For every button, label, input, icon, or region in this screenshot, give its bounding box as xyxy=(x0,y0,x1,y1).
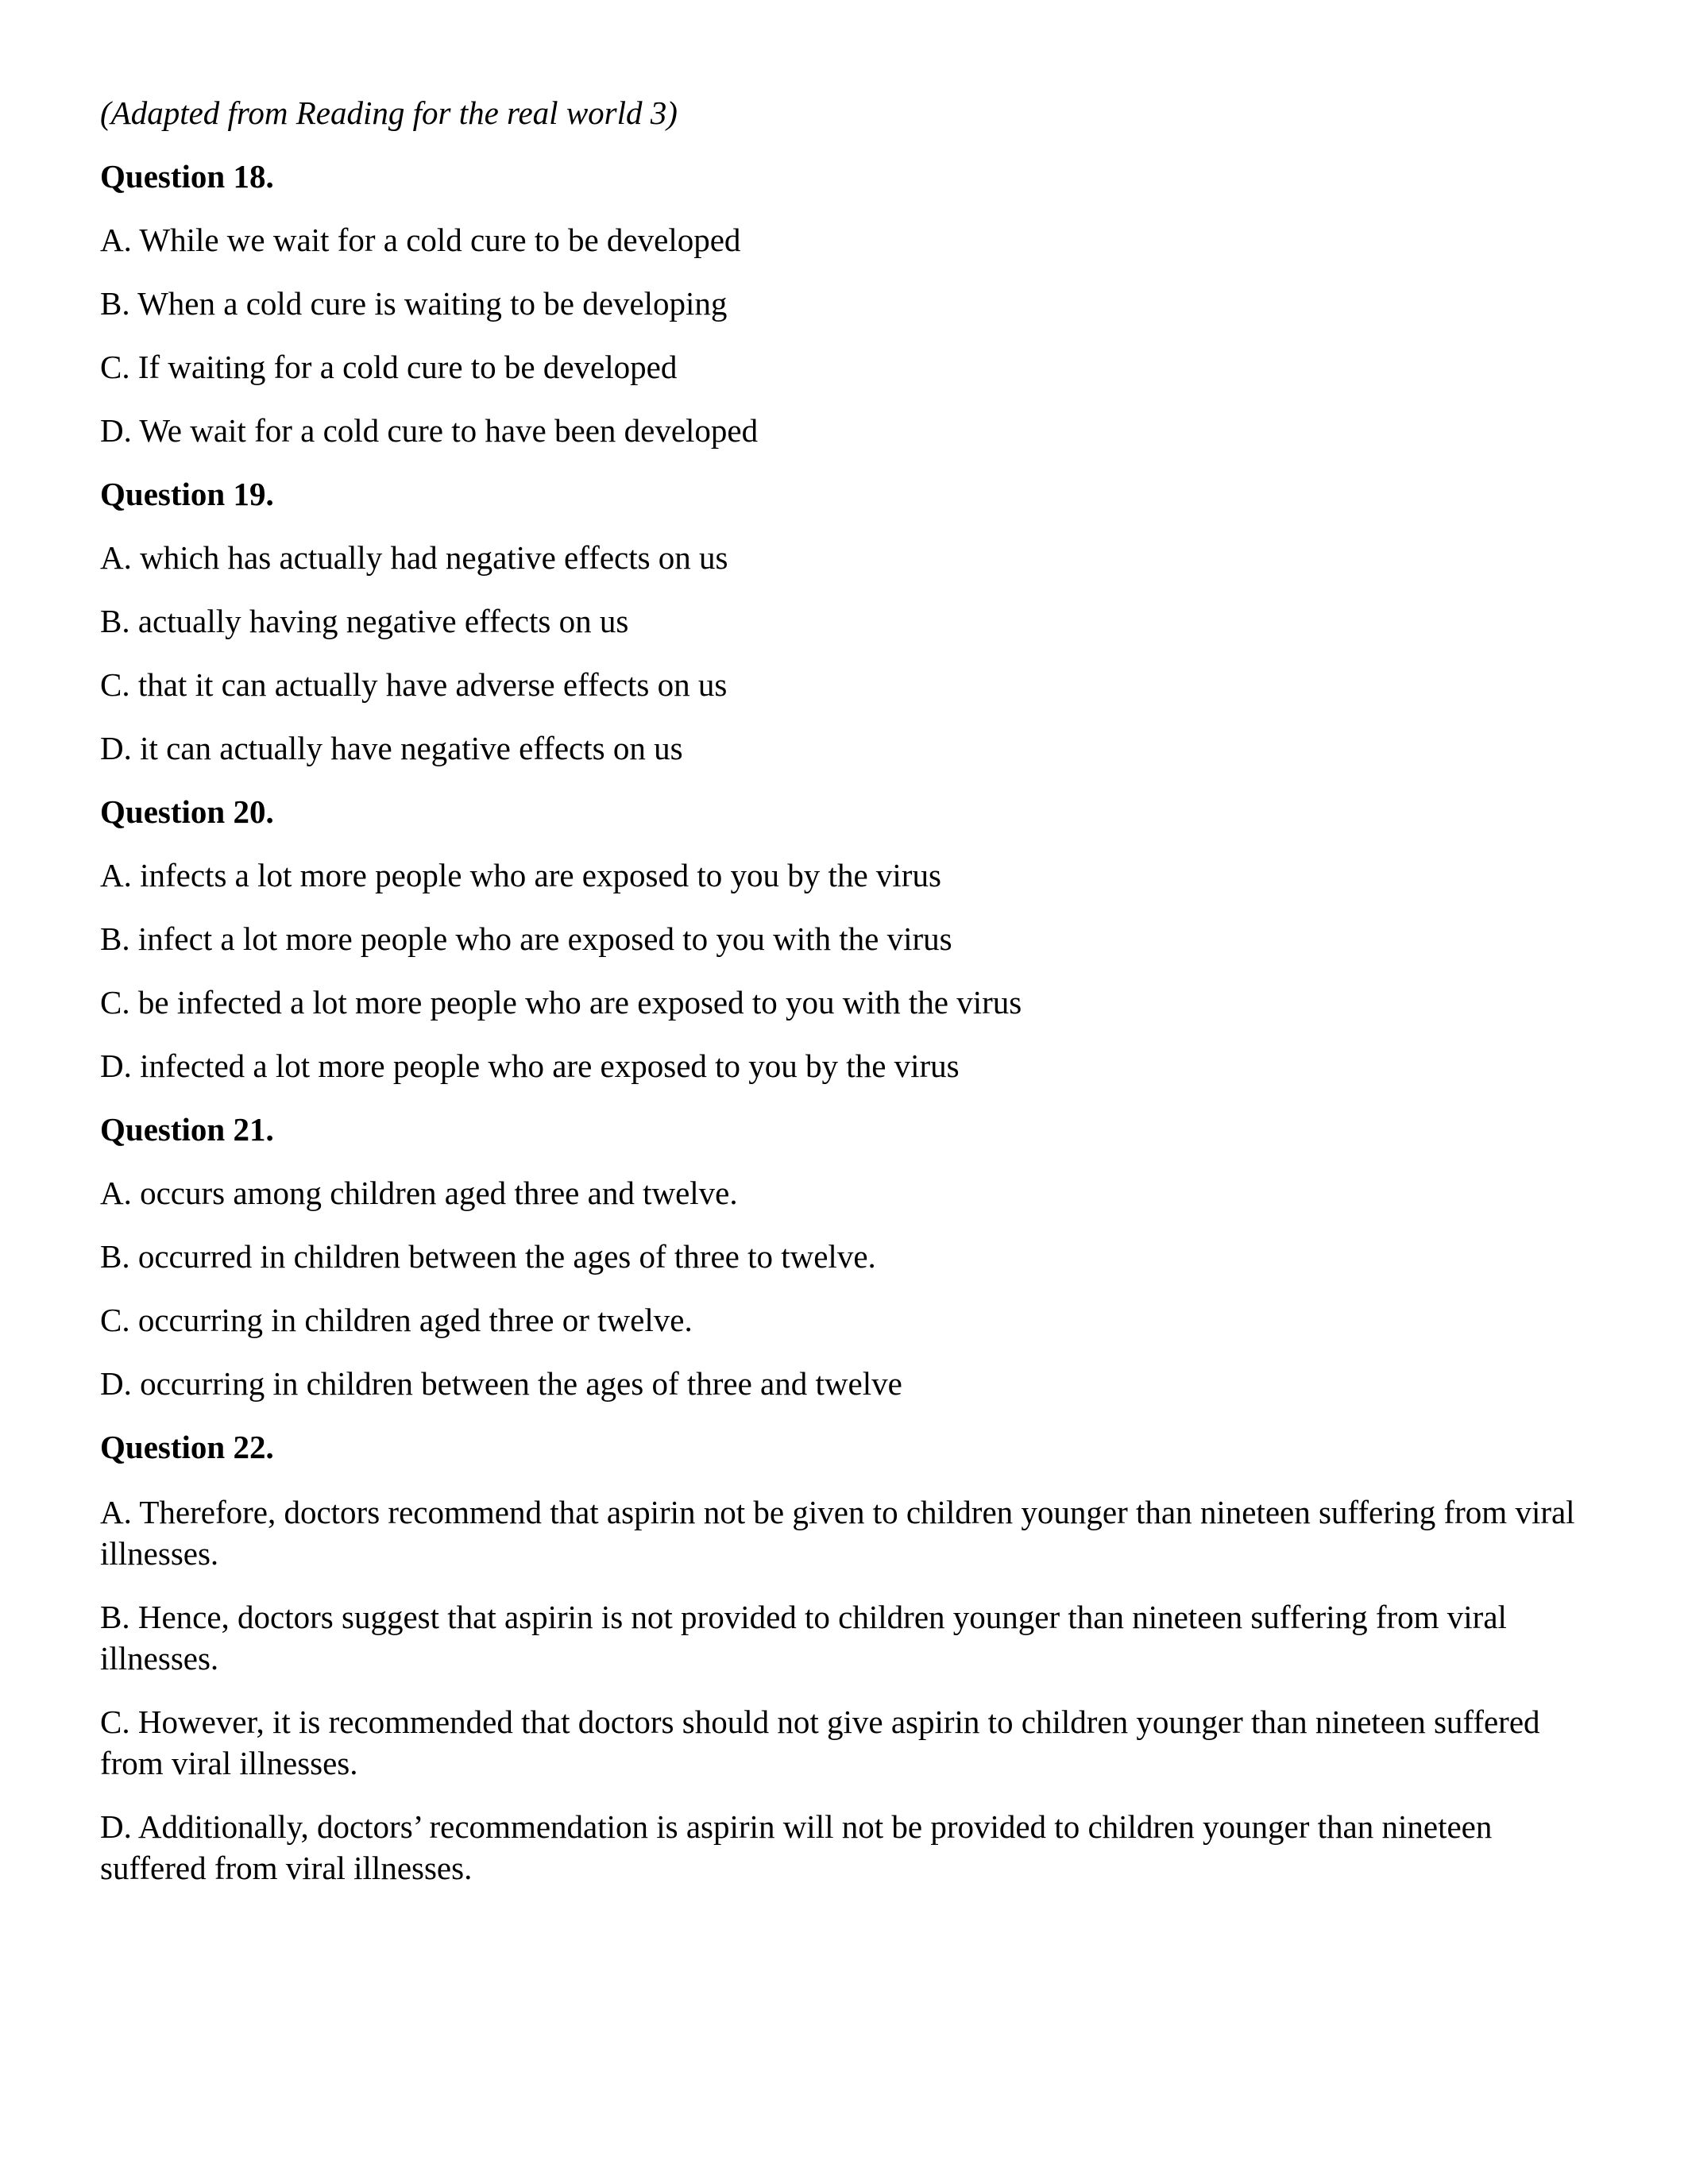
option-b: B. Hence, doctors suggest that aspirin is not provided to children younger than nineteen suffering from viral illnesses. xyxy=(100,1599,1507,1677)
question-heading: Question 19. xyxy=(100,476,274,512)
source-note: (Adapted from Reading for the real world 3) xyxy=(100,95,678,131)
option-d: D. We wait for a cold cure to have been developed xyxy=(100,412,759,449)
option-c: C. that it can actually have adverse effects on us xyxy=(100,666,728,703)
question-20 xyxy=(100,793,1593,1085)
question-heading: Question 21. xyxy=(100,1111,274,1148)
option-b: B. actually having negative effects on us xyxy=(100,603,629,639)
question-18 xyxy=(100,157,1593,450)
option-d: D. infected a lot more people who are exposed to you by the virus xyxy=(100,1048,960,1084)
option-c: C. However, it is recommended that doctors should not give aspirin to children younger than nineteen suffered from viral illnesses. xyxy=(100,1704,1540,1781)
question-heading: Question 22. xyxy=(100,1429,274,1465)
option-c: C. occurring in children aged three or twelve. xyxy=(100,1302,693,1338)
option-b: B. infect a lot more people who are exposed to you with the virus xyxy=(100,920,952,957)
option-a: A. infects a lot more people who are exposed to you by the virus xyxy=(100,857,941,893)
option-b: B. When a cold cure is waiting to be developing xyxy=(100,285,728,322)
option-a: A. occurs among children aged three and twelve. xyxy=(100,1175,738,1211)
question-heading: Question 20. xyxy=(100,793,274,830)
option-d: D. Additionally, doctors’ recommendation is aspirin will not be provided to children younger than nineteen suffered from viral illnesses. xyxy=(100,1808,1493,1886)
option-d: D. occurring in children between the ages of three and twelve xyxy=(100,1365,902,1402)
document-page xyxy=(100,94,1593,1911)
option-c: C. be infected a lot more people who are exposed to you with the virus xyxy=(100,984,1022,1021)
question-21 xyxy=(100,1110,1593,1403)
option-a: A. which has actually had negative effects on us xyxy=(100,539,728,576)
question-heading: Question 18. xyxy=(100,158,274,195)
question-22 xyxy=(100,1428,1593,1889)
option-d: D. it can actually have negative effects on us xyxy=(100,730,683,766)
option-c: C. If waiting for a cold cure to be developed xyxy=(100,349,678,385)
option-b: B. occurred in children between the ages of three to twelve. xyxy=(100,1238,876,1275)
question-19 xyxy=(100,475,1593,767)
option-a: A. Therefore, doctors recommend that aspirin not be given to children younger than nineteen suffering from viral illnesses. xyxy=(100,1494,1575,1572)
option-a: A. While we wait for a cold cure to be developed xyxy=(100,222,741,258)
